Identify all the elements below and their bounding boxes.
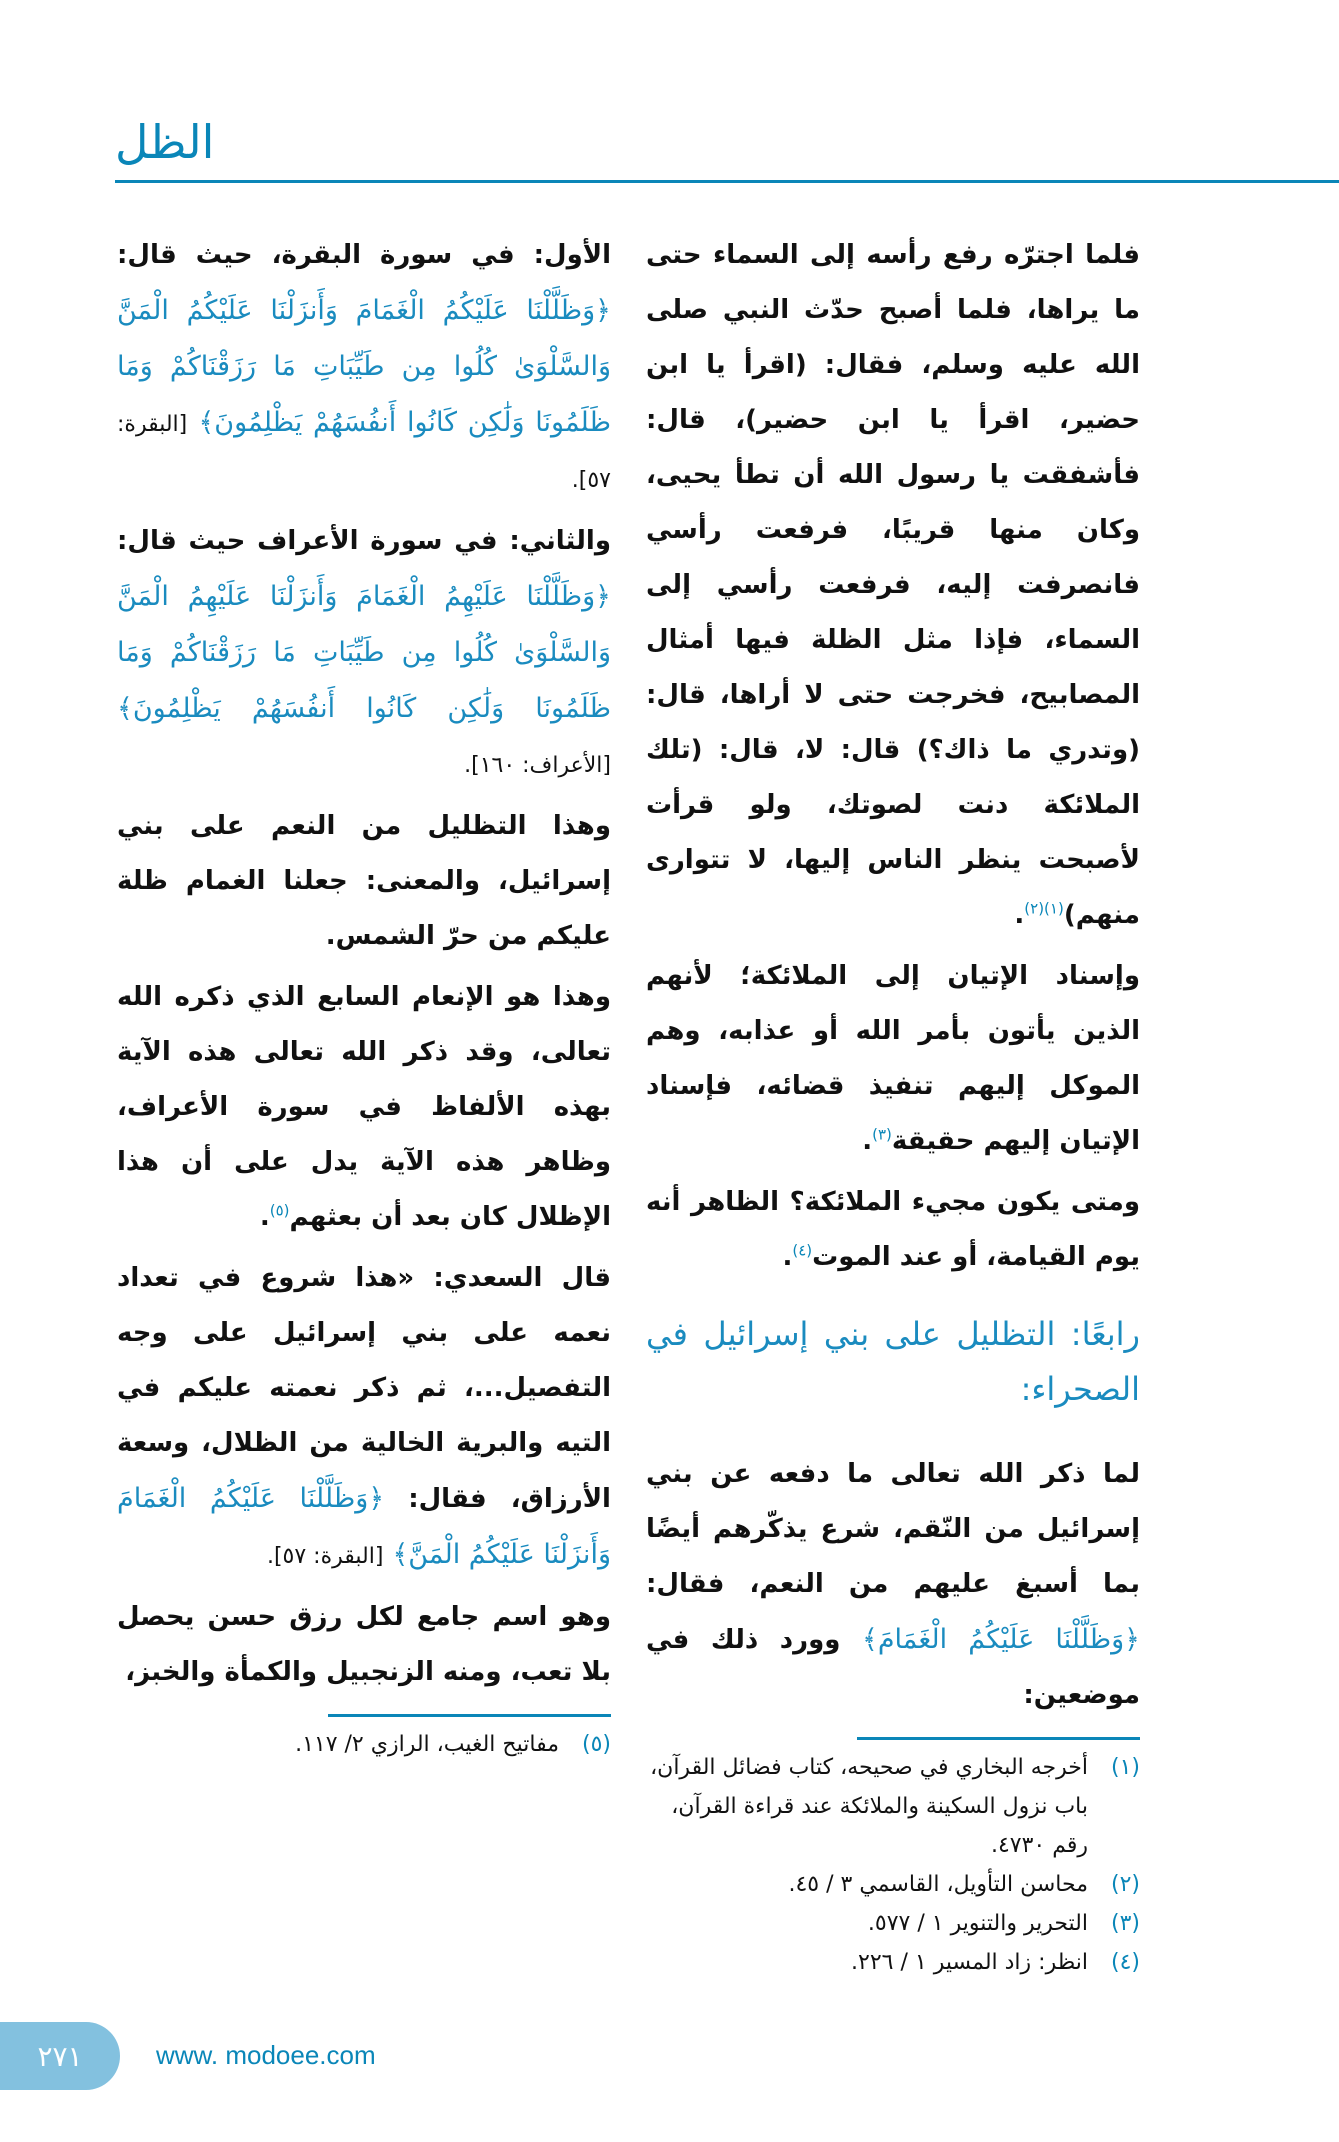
paragraph-text: وإسناد الإتيان إلى الملائكة؛ لأنهم الذين يأتون بأمر الله أو عذابه، وهم الموكل إليهم تنفيذ قضائه، فإسناد الإتيان إليهم حقيقة: [646, 961, 1140, 1156]
columns: [0, 228, 1339, 1982]
footnote: [117, 1725, 611, 1764]
quran-verse: ﴿وَظَلَّلْنَا عَلَيْكُمُ الْغَمَامَ﴾: [862, 1624, 1140, 1655]
paragraph-text: وورد ذلك في موضعين:: [646, 1625, 1140, 1710]
quran-verse: ﴿وَظَلَّلْنَا عَلَيْكُمُ الْغَمَامَ وَأَنزَلْنَا عَلَيْكُمُ الْمَنَّ وَالسَّلْوَىٰ كُلُوا مِن طَيِّبَاتِ مَا رَزَقْنَاكُمْ وَمَا ظَلَمُونَا وَلَٰكِن كَانُوا أَنفُسَهُمْ يَظْلِمُونَ﴾: [117, 295, 611, 438]
page-header: [0, 0, 1339, 228]
footnote: [646, 1748, 1140, 1865]
paragraph: وإسناد الإتيان إلى الملائكة؛ لأنهم الذين يأتون بأمر الله أو عذابه، وهم الموكل إليهم تنفيذ قضائه، فإسناد الإتيان إليهم حقيقة$^{(٣)}$.: [646, 961, 1140, 1156]
paragraph-text: قال السعدي: «هذا شروع في تعداد نعمه على بني إسرائيل على وجه التفصيل...، ثم ذكر نعمته عليكم في التيه والبرية الخالية من الظلال، وسعة الأرزاق، فقال:: [117, 1263, 611, 1514]
footnotes-left: [117, 1725, 611, 1764]
paragraph-text: وهذا هو الإنعام السابع الذي ذكره الله تعالى، وقد ذكر الله تعالى هذه الآية بهذه الألفاظ في سورة الأعراف، وظاهر هذه الآية يدل على أن هذا الإظلال كان بعد أن بعثهم: [117, 982, 611, 1232]
paragraph: فلما اجترّه رفع رأسه إلى السماء حتى ما يراها، فلما أصبح حدّث النبي صلى الله عليه وسلم، فقال: (اقرأ يا ابن حضير، اقرأ يا ابن حضير)، قال: فأشفقت يا رسول الله أن تطأ يحيى، وكان منها قريبًا، فرفعت رأسي فانصرفت إليه، فرفعت رأسي إلى السماء، فإذا مثل الظلة فيها أمثال المصابيح، فخرجت حتى لا أراها، قال: (وتدري ما ذاك؟) قال: لا، قال: (تلك الملائكة دنت لصوتك، ولو قرأت لأصبحت ينظر الناس إليها، لا تتوارى منهم)$^{(١)(٢)}$.: [646, 240, 1140, 930]
footnote-number: (٢): [1110, 1872, 1140, 1897]
paragraph: [117, 228, 611, 508]
paragraph-text: ومتى يكون مجيء الملائكة؟ الظاهر أنه يوم القيامة، أو عند الموت: [646, 1187, 1140, 1272]
right-column: [646, 228, 1140, 1982]
quran-verse: ﴿وَظَلَّلْنَا عَلَيْكُمُ الْغَمَامَ وَأَنزَلْنَا عَلَيْكُمُ الْمَنَّ﴾: [117, 1483, 611, 1570]
paragraph: وهو اسم جامع لكل رزق حسن يحصل بلا تعب، ومنه الزنجبيل والكمأة والخبز،: [117, 1602, 611, 1687]
footnote-divider: [328, 1714, 611, 1717]
website-link[interactable]: www. modoee.com: [156, 2040, 376, 2070]
footnote-ref[interactable]: (٥): [269, 1201, 290, 1220]
footnote-ref[interactable]: (٤): [792, 1241, 813, 1260]
paragraph-text: الأول: في سورة البقرة، حيث قال:: [117, 240, 611, 270]
footnote-number: (٤): [1110, 1950, 1140, 1975]
verse-reference: [البقرة: ٥٧].: [117, 412, 611, 493]
left-column: [117, 228, 611, 1764]
footnote-divider: [857, 1737, 1140, 1740]
paragraph: وهذا التظليل من النعم على بني إسرائيل، والمعنى: جعلنا الغمام ظلة عليكم من حرّ الشمس.: [117, 811, 611, 951]
paragraph: [117, 514, 611, 793]
verse-reference: [البقرة: ٥٧].: [266, 1544, 384, 1569]
footnotes-right: [646, 1748, 1140, 1982]
footnote-text: التحرير والتنوير ١ / ٥٧٧.: [867, 1911, 1088, 1936]
footnote-text: أخرجه البخاري في صحيحه، كتاب فضائل القرآن، باب نزول السكينة والملائكة عند قراءة القرآن، رقم ٤٧٣٠.: [650, 1755, 1088, 1858]
footnote-text: مفاتيح الغيب، الرازي ٢/ ١١٧.: [295, 1732, 559, 1757]
paragraph-text: والثاني: في سورة الأعراف حيث قال:: [117, 526, 611, 556]
footnote-text: محاسن التأويل، القاسمي ٣ / ٤٥.: [788, 1872, 1088, 1897]
right-column-body: [646, 228, 1140, 1723]
header-divider: [115, 180, 1339, 183]
paragraph: وهذا هو الإنعام السابع الذي ذكره الله تعالى، وقد ذكر الله تعالى هذه الآية بهذه الألفاظ في سورة الأعراف، وظاهر هذه الآية يدل على أن هذا الإظلال كان بعد أن بعثهم$^{(٥)}$.: [117, 982, 611, 1232]
left-column-body: [117, 228, 611, 1700]
footnote-number: (٣): [1110, 1911, 1140, 1936]
paragraph-text: لما ذكر الله تعالى ما دفعه عن بني إسرائيل من النّقم، شرع يذكّرهم أيضًا بما أسبغ عليهم من النعم، فقال:: [646, 1459, 1140, 1599]
footnote-number: (١): [1110, 1755, 1140, 1780]
page-footer: [0, 2012, 1339, 2142]
footnote: [646, 1943, 1140, 1982]
footnote-number: (٥): [581, 1732, 611, 1757]
quran-verse: ﴿وَظَلَّلْنَا عَلَيْهِمُ الْغَمَامَ وَأَنزَلْنَا عَلَيْهِمُ الْمَنَّ وَالسَّلْوَىٰ كُلُوا مِن طَيِّبَاتِ مَا رَزَقْنَاكُمْ وَمَا ظَلَمُونَا وَلَٰكِن كَانُوا أَنفُسَهُمْ يَظْلِمُونَ﴾: [117, 581, 611, 724]
section-heading: رابعًا: التظليل على بني إسرائيل في الصحراء:: [646, 1315, 1140, 1408]
verse-reference: [الأعراف: ١٦٠].: [464, 753, 611, 778]
footnote-text: انظر: زاد المسير ١ / ٢٢٦.: [851, 1950, 1088, 1975]
paragraph: [117, 1251, 611, 1584]
chapter-title: الظل: [115, 115, 215, 169]
paragraph-text: فلما اجترّه رفع رأسه إلى السماء حتى ما يراها، فلما أصبح حدّث النبي صلى الله عليه وسلم، فقال: (اقرأ يا ابن حضير، اقرأ يا ابن حضير)، قال: فأشفقت يا رسول الله أن تطأ يحيى، وكان منها قريبًا، فرفعت رأسي فانصرفت إليه، فرفعت رأسي إلى السماء، فإذا مثل الظلة فيها أمثال المصابيح، فخرجت حتى لا أراها، قال: (وتدري ما ذاك؟) قال: لا، قال: (تلك الملائكة دنت لصوتك، ولو قرأت لأصبحت ينظر الناس إليها، لا تتوارى منهم): [646, 240, 1140, 930]
footnote-ref[interactable]: (٣): [872, 1125, 892, 1144]
paragraph: [646, 1447, 1140, 1723]
footnote: [646, 1904, 1140, 1943]
paragraph: ومتى يكون مجيء الملائكة؟ الظاهر أنه يوم القيامة، أو عند الموت$^{(٤)}$.: [646, 1187, 1140, 1272]
footnote-ref[interactable]: (١)(٢): [1024, 899, 1064, 918]
page-number: ٢٧١: [0, 2022, 120, 2090]
footnote: [646, 1865, 1140, 1904]
